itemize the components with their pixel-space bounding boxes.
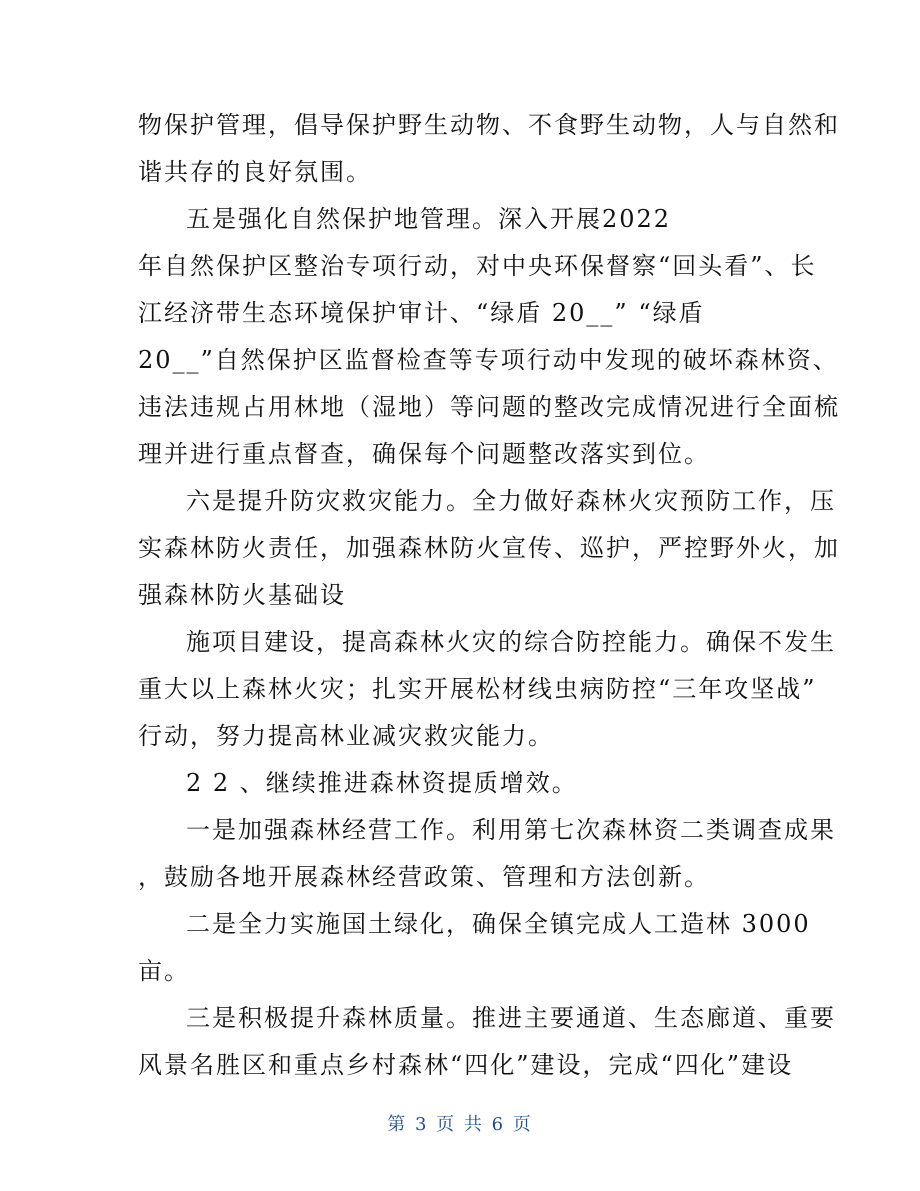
text-line: 20__”自然保护区监督检查等专项行动中发现的破坏森林资、	[138, 346, 839, 374]
paragraph-line: 三是积极提升森林质量。推进主要通道、生态廊道、重要	[186, 1004, 836, 1032]
text-line: 违法违规占用林地（湿地）等问题的整改完成情况进行全面梳	[138, 393, 840, 421]
section-heading: 2 2 、继续推进森林资提质增效。	[186, 769, 578, 797]
text-line: 实森林防火责任，加强森林防火宣传、巡护，严控野外火，加	[138, 534, 840, 562]
text-line: 重大以上森林火灾；扎实开展松材线虫病防控“三年攻坚战”	[138, 675, 817, 703]
text-line: 物保护管理，倡导保护野生动物、不食野生动物，人与自然和	[138, 111, 840, 139]
text-line: 谐共存的良好氛围。	[138, 158, 372, 186]
text-line: 亩。	[138, 957, 190, 985]
paragraph-line: 一是加强森林经营工作。利用第七次森林资二类调查成果	[186, 816, 836, 844]
text-line: 年自然保护区整治专项行动，对中央环保督察“回头看”、长	[138, 252, 817, 280]
text-line: 江经济带生态环境保护审计、“绿盾 20__” “绿盾	[138, 299, 705, 327]
text-line: ，鼓励各地开展森林经营政策、管理和方法创新。	[138, 863, 710, 891]
paragraph-line: 六是提升防灾救灾能力。全力做好森林火灾预防工作，压	[186, 487, 836, 515]
text-line: 风景名胜区和重点乡村森林“四化”建设，完成“四化”建设	[138, 1051, 794, 1079]
paragraph-line: 施项目建设，提高森林火灾的综合防控能力。确保不发生	[186, 628, 836, 656]
text-line: 强森林防火基础设	[138, 581, 346, 609]
paragraph-line: 二是全力实施国土绿化，确保全镇完成人工造林 3000	[186, 910, 811, 938]
paragraph-line: 五是强化自然保护地管理。深入开展2022	[186, 205, 672, 233]
text-line: 理并进行重点督查，确保每个问题整改落实到位。	[138, 440, 710, 468]
text-line: 行动，努力提高林业减灾救灾能力。	[138, 722, 554, 750]
page-footer: 第 3 页 共 6 页	[387, 1114, 533, 1135]
